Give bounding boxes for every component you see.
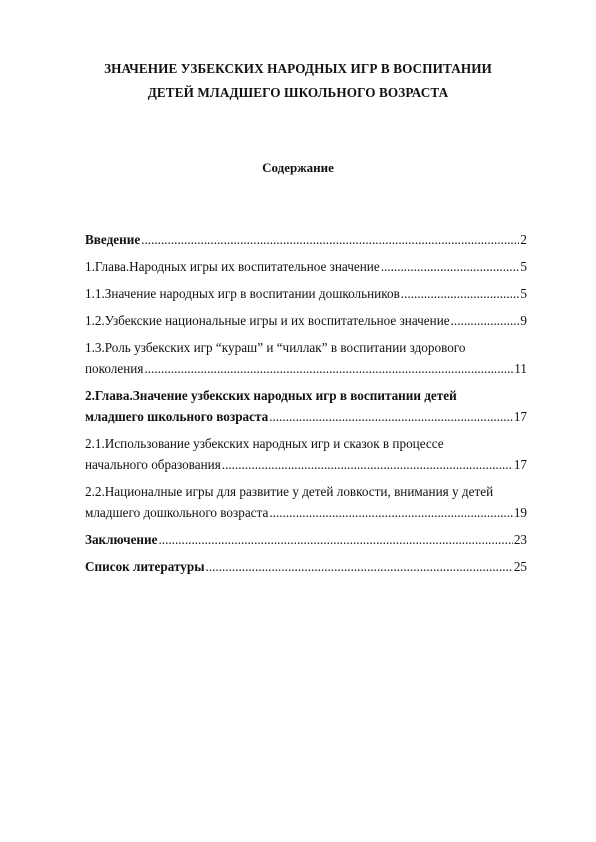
toc-entry-page-number: 2 [520,232,527,247]
toc-entry-title: 1.Глава.Народных игры их воспитательное значение [85,259,380,274]
toc-entry-line [85,502,527,523]
toc-entry-title-line: 1.3.Роль узбекских игр “кураш” и “чиллак” в воспитании здорового [85,340,466,355]
dot-leader [206,556,513,577]
toc-entry-line [85,256,527,277]
toc-entry-title: Введение [85,232,141,247]
toc-entry-line [85,310,527,331]
toc-entry[interactable] [85,310,527,331]
toc-entry-page-number: 17 [513,457,527,472]
toc-entry[interactable] [85,433,527,475]
toc-entry-page-number: 19 [513,505,527,520]
toc-entry-title: младшего школьного возраста [85,409,269,424]
toc-entry-line [85,229,527,250]
toc-entry[interactable] [85,556,527,577]
toc-entry[interactable] [85,481,527,523]
dot-leader [269,406,513,427]
toc-entry-line [85,556,527,577]
dot-leader [381,256,520,277]
table-of-contents [85,229,527,583]
toc-entry-line [85,529,527,550]
dot-leader [401,283,520,304]
toc-entry-title-line: 2.2.Националные игры для развитие у детей ловкости, внимания у детей [85,484,494,499]
toc-entry-title: поколения [85,361,144,376]
title-line-1: ЗНАЧЕНИЕ УЗБЕКСКИХ НАРОДНЫХ ИГР В ВОСПИТАНИИ [104,61,492,76]
toc-entry-page-number: 5 [520,259,527,274]
toc-entry-page-number: 25 [513,559,527,574]
toc-entry-title: 1.2.Узбекские национальные игры и их воспитательное значение [85,313,450,328]
document-title [60,57,536,105]
toc-entry-page-number: 9 [520,313,527,328]
toc-entry-page-number: 17 [513,409,527,424]
toc-entry-title-line: 2.1.Использование узбекских народных игр и сказок в процессе [85,436,444,451]
toc-entry-title-line: 2.Глава.Значение узбекских народных игр в воспитании детей [85,388,457,403]
toc-entry-line [85,283,527,304]
toc-entry-line [85,454,527,475]
dot-leader [222,454,513,475]
toc-entry-page-number: 11 [514,361,527,376]
dot-leader [141,229,519,250]
toc-entry[interactable] [85,337,527,379]
toc-entry-page-number: 23 [513,532,527,547]
toc-entry[interactable] [85,283,527,304]
toc-entry-title: начального образования [85,457,221,472]
toc-entry[interactable] [85,529,527,550]
toc-heading: Содержание [262,160,334,175]
dot-leader [158,529,512,550]
title-line-2: ДЕТЕЙ МЛАДШЕГО ШКОЛЬНОГО ВОЗРАСТА [147,85,449,100]
dot-leader [269,502,512,523]
toc-entry-title: младшего дошкольного возраста [85,505,269,520]
toc-entry-title: Заключение [85,532,158,547]
toc-entry[interactable] [85,256,527,277]
toc-entry-title: Список литературы [85,559,205,574]
toc-entry-line [85,406,527,427]
toc-entry-title: 1.1.Значение народных игр в воспитании дошкольников [85,286,400,301]
toc-entry-line [85,358,527,379]
toc-entry[interactable] [85,229,527,250]
toc-entry[interactable] [85,385,527,427]
toc-entry-page-number: 5 [520,286,527,301]
dot-leader [451,310,520,331]
dot-leader [144,358,513,379]
